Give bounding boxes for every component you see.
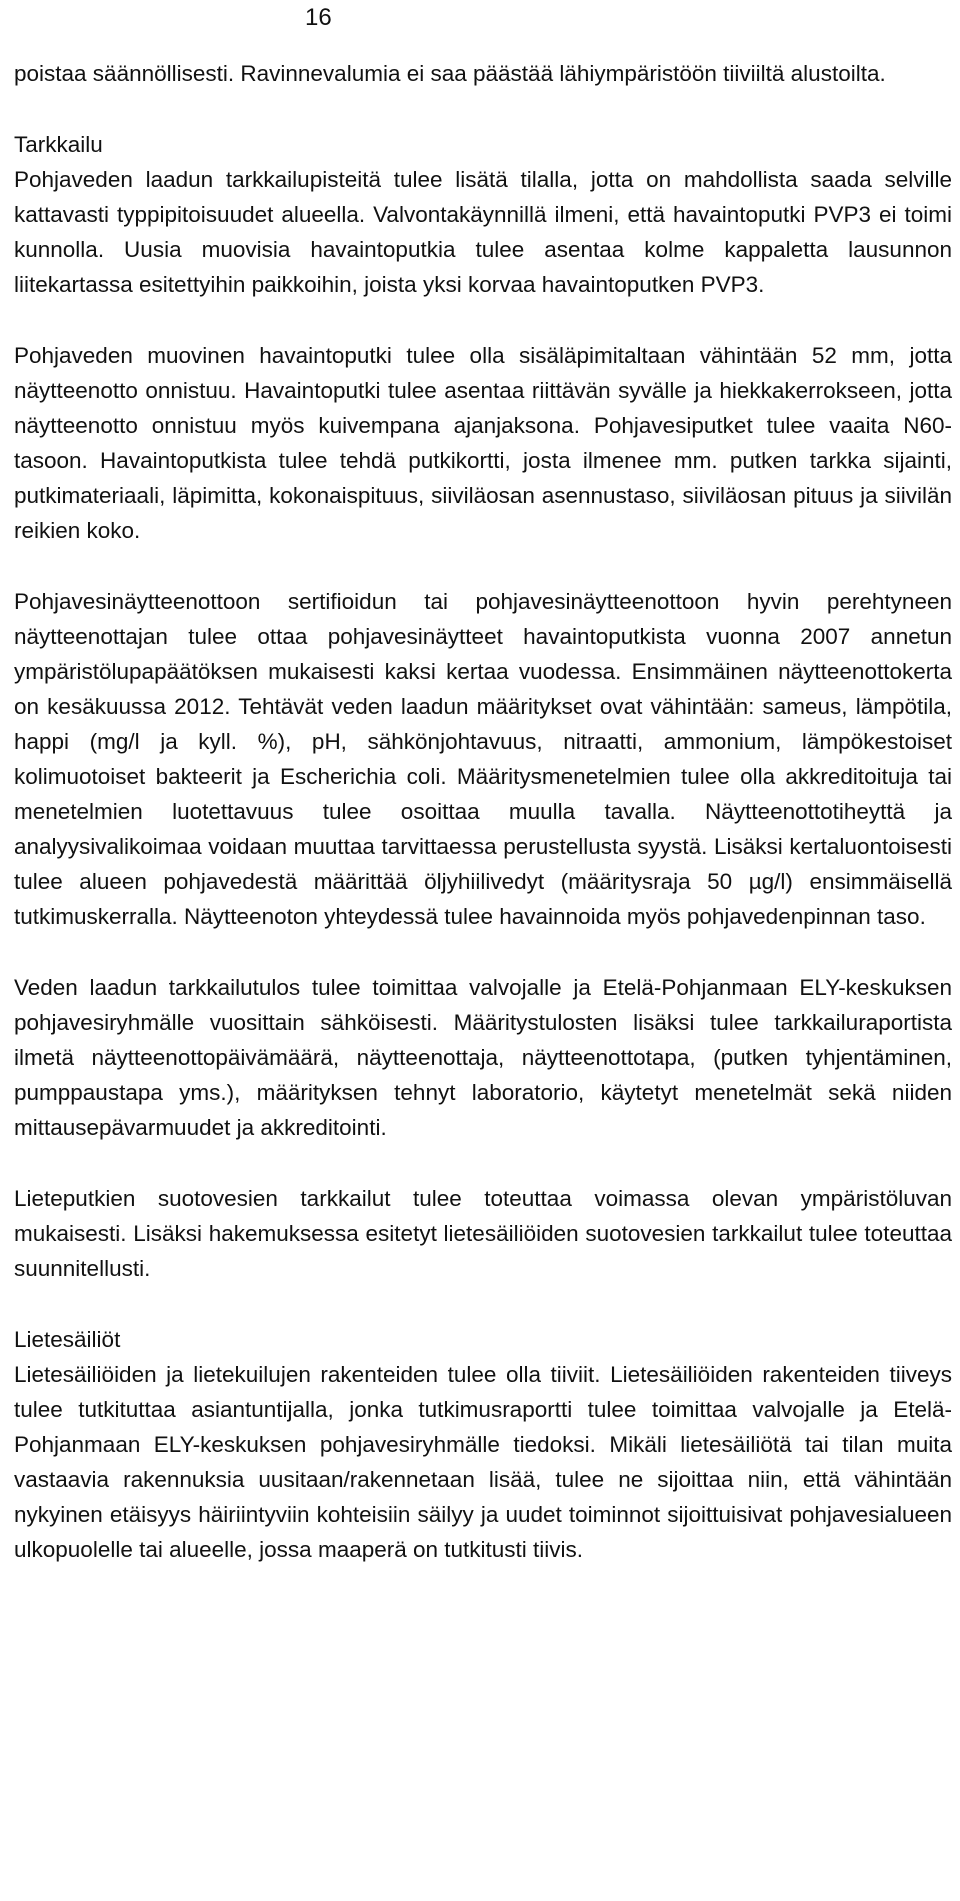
paragraph-tarkkailupisteet: Pohjaveden laadun tarkkailupisteitä tulee lisätä tilalla, jotta on mahdollista saada selville kattavasti typpipitoisuudet alueella. Valvontakäynnillä ilmeni, että havaintoputki PVP3 ei toimi kunnolla. Uusia muovisia havaintoputkia tulee asentaa kolme kappaletta lausunnon liitekartassa esitettyihin paikkoihin, joista yksi korvaa havaintoputken PVP3.	[14, 167, 952, 297]
section-heading-lietesailiot: Lietesäiliöt	[14, 1327, 121, 1352]
paragraph-ravinnevalumat: poistaa säännöllisesti. Ravinnevalumia ei saa päästää lähiympäristöön tiiviiltä alustoilta.	[14, 61, 886, 86]
page-number: 16	[305, 4, 332, 31]
paragraph-havaintoputki: Pohjaveden muovinen havaintoputki tulee olla sisäläpimitaltaan vähintään 52 mm, jotta näytteenotto onnistuu. Havaintoputki tulee asentaa riittävän syvälle ja hiekkakerrokseen, jotta näytteenotto onnistuu myös kuivempana ajanjaksona. Pohjavesiputket tulee vaaita N60-tasoon. Havaintoputkista tulee tehdä putkikortti, josta ilmenee mm. putken tarkka sijainti, putkimateriaali, läpimitta, kokonaispituus, siiviläosan asennustaso, siiviläosan pituus ja siivilän reikien koko.	[14, 343, 952, 543]
section-heading-tarkkailu: Tarkkailu	[14, 132, 103, 157]
paragraph-lietesailiot: Lietesäiliöiden ja lietekuilujen rakenteiden tulee olla tiiviit. Lietesäiliöiden rakenteiden tiiveys tulee tutkituttaa asiantuntijalla, jonka tutkimusraportti tulee toimittaa valvojalle ja Etelä-Pohjanmaan ELY-keskuksen pohjavesiryhmälle tiedoksi. Mikäli lietesäiliötä tai tilan muita vastaavia rakennuksia uusitaan/rakennetaan lisää, tulee ne sijoittaa niin, että vähintään nykyinen etäisyys häiriintyviin kohteisiin säilyy ja uudet toiminnot sijoittuisivat pohjavesialueen ulkopuolelle tai alueelle, jossa maaperä on tutkitusti tiivis.	[14, 1362, 952, 1562]
paragraph-lieteputket: Lieteputkien suotovesien tarkkailut tulee toteuttaa voimassa olevan ympäristöluvan mukaisesti. Lisäksi hakemuksessa esitetyt lietesäiliöiden suotovesien tarkkailut tulee toteuttaa suunnitellusti.	[14, 1186, 952, 1281]
paragraph-raportointi: Veden laadun tarkkailutulos tulee toimittaa valvojalle ja Etelä-Pohjanmaan ELY-keskuksen pohjavesiryhmälle vuosittain sähköisesti. Määritystulosten lisäksi tulee tarkkailuraportista ilmetä näytteenottopäivämäärä, näytteenottaja, näytteenottotapa, (putken tyhjentäminen, pumppaustapa yms.), määrityksen tehnyt laboratorio, käytetyt menetelmät sekä niiden mittausepävarmuudet ja akkreditointi.	[14, 975, 952, 1140]
document-body	[14, 56, 952, 1567]
paragraph-naytteenotto: Pohjavesinäytteenottoon sertifioidun tai pohjavesinäytteenottoon hyvin perehtyneen näytteenottajan tulee ottaa pohjavesinäytteet havaintoputkista vuonna 2007 annetun ympäristölupapäätöksen mukaisesti kaksi kertaa vuodessa. Ensimmäinen näytteenottokerta on kesäkuussa 2012. Tehtävät veden laadun määritykset ovat vähintään: sameus, lämpötila, happi (mg/l ja kyll. %), pH, sähkönjohtavuus, nitraatti, ammonium, lämpökestoiset kolimuotoiset bakteerit ja Escherichia coli. Määritysmenetelmien tulee olla akkreditoituja tai menetelmien luotettavuus tulee osoittaa muulla tavalla. Näytteenottotiheyttä ja analyysivalikoimaa voidaan muuttaa tarvittaessa perustellusta syystä. Lisäksi kertaluontoisesti tulee alueen pohjavedestä määrittää öljyhiilivedyt (määritysraja 50 µg/l) ensimmäisellä tutkimuskerralla. Näytteenoton yhteydessä tulee havainnoida myös pohjavedenpinnan taso.	[14, 589, 952, 929]
